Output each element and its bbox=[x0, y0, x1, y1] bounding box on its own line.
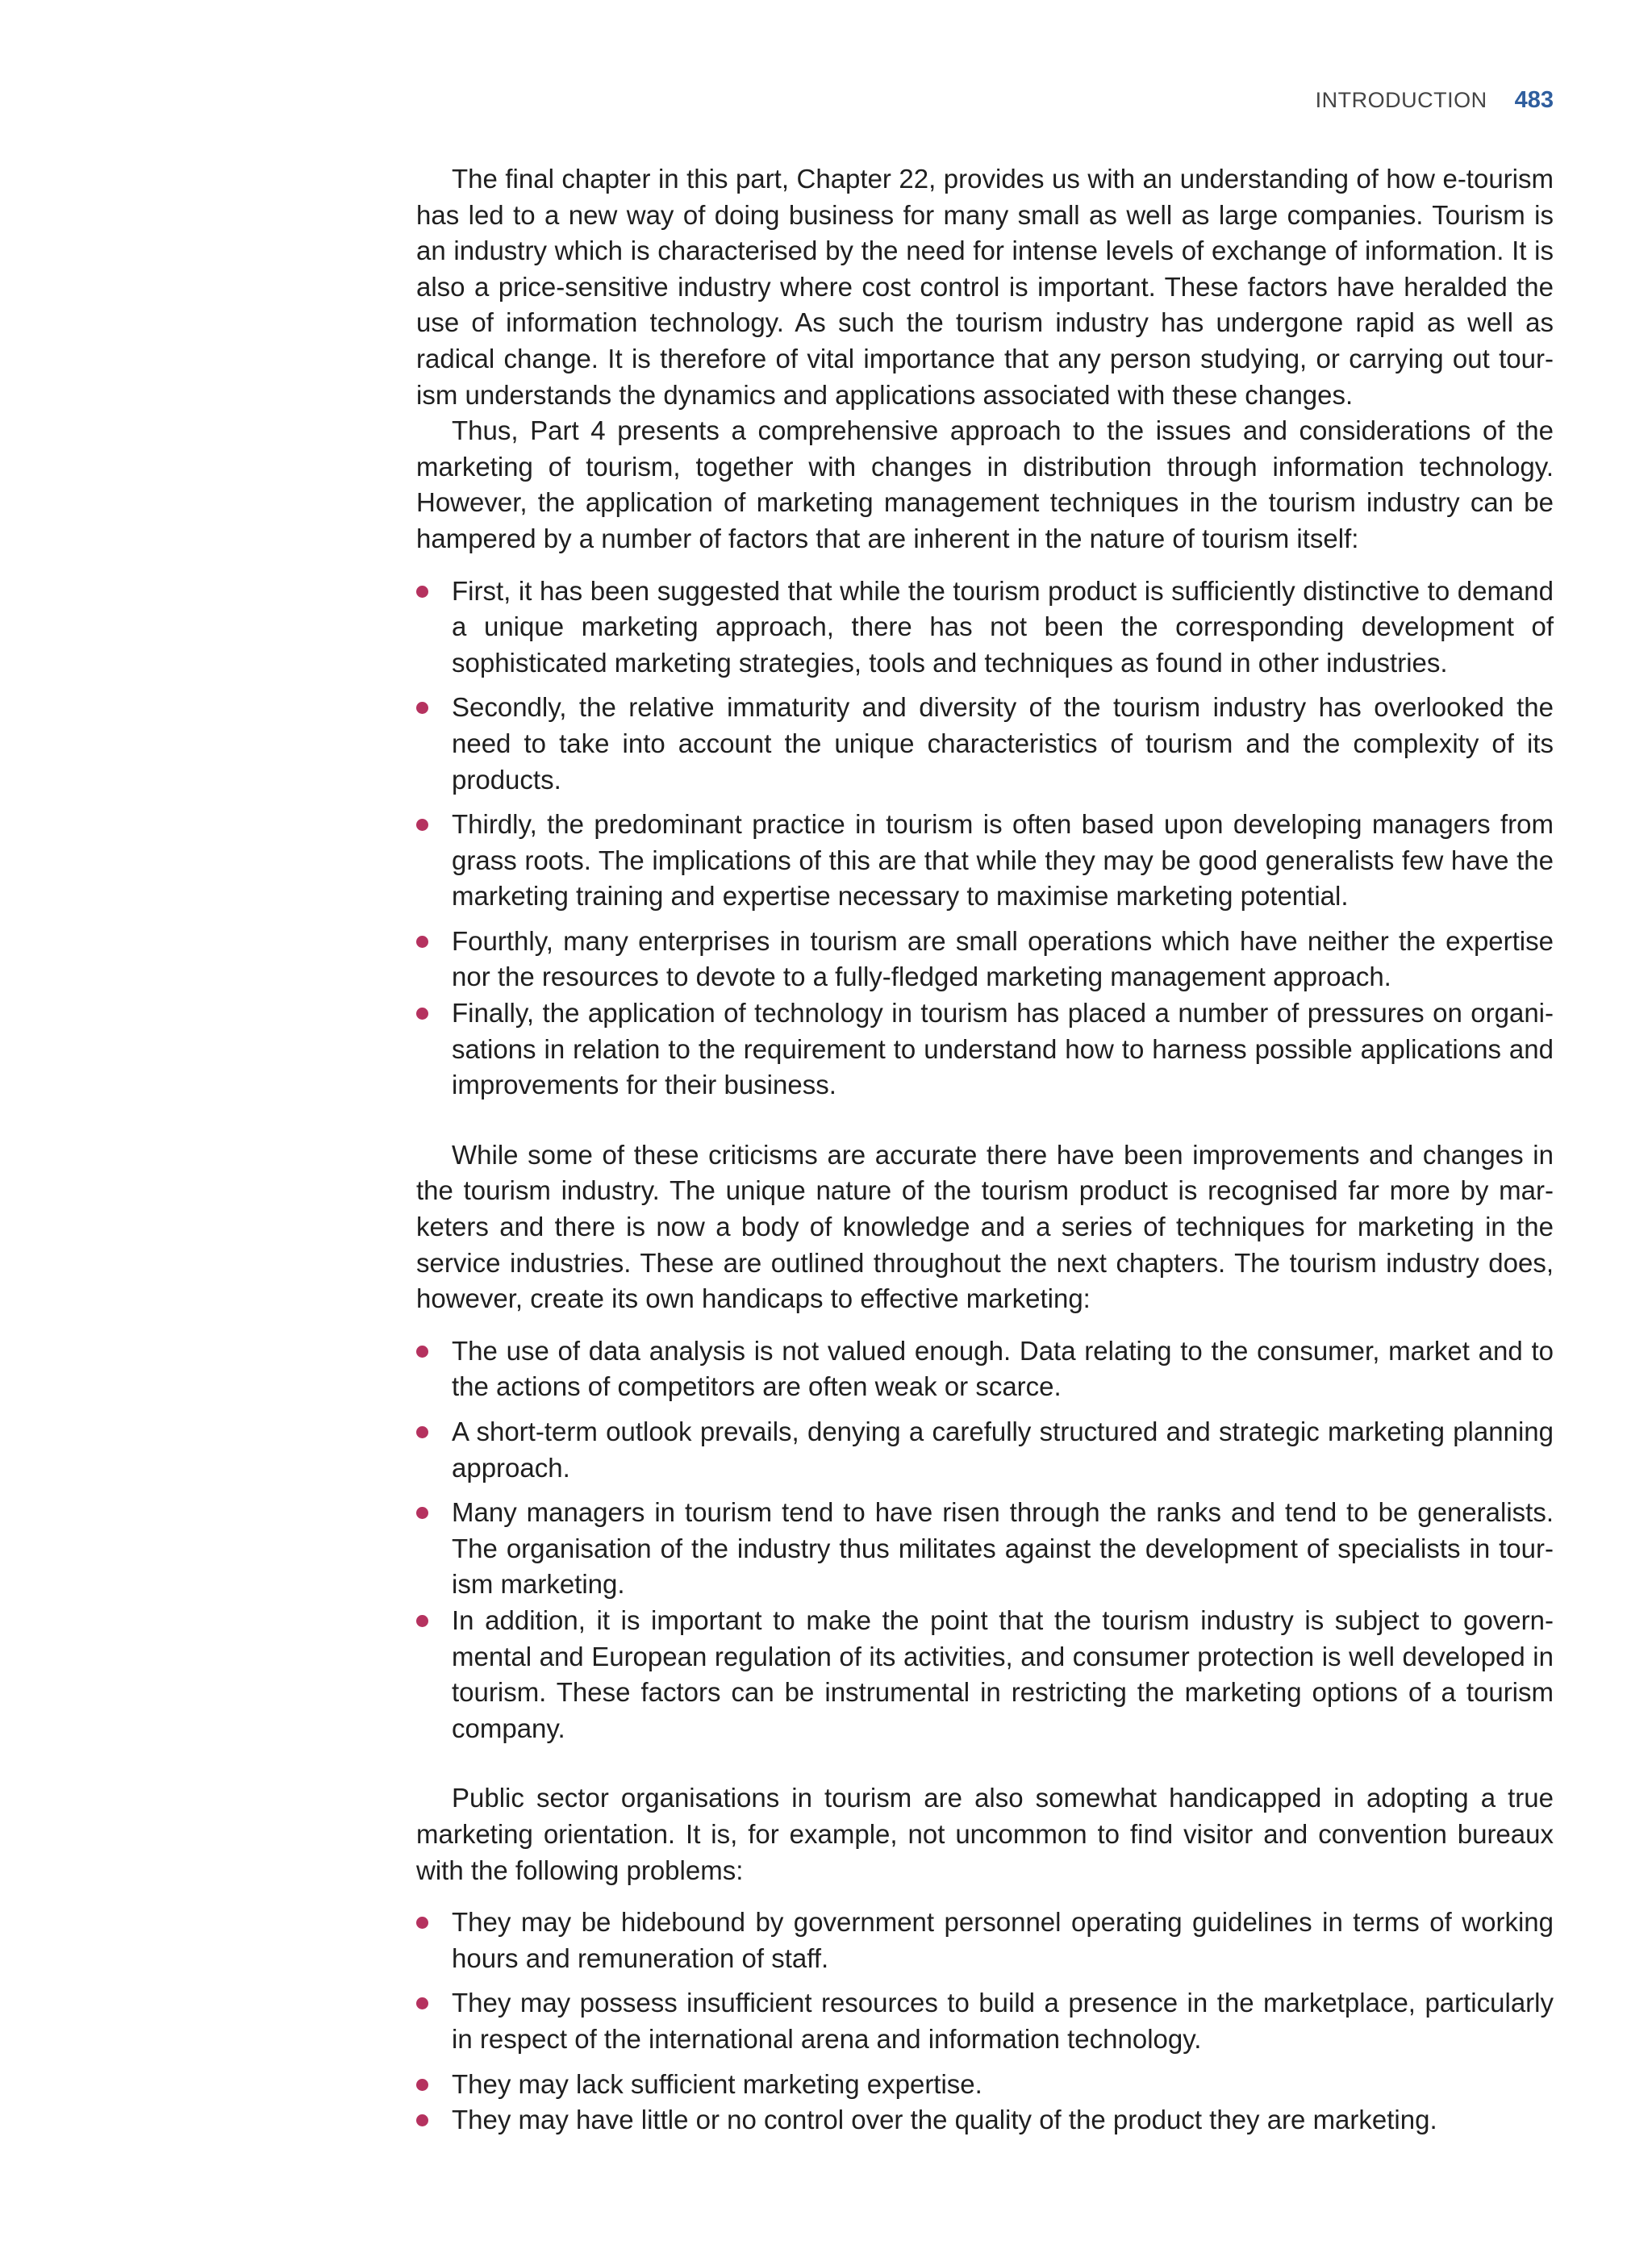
list-item-text: In addition, it is important to make the point that the tourism industry is subject to govern-mental and European regulation of its activities, and consumer protection is well developed in tourism. These factors can be instrumental in restricting the marketing options of a tourism company. bbox=[452, 1604, 1554, 1743]
list-item-text: A short-term outlook prevails, denying a carefully structured and strategic marketing planning approach. bbox=[452, 1417, 1554, 1483]
list-item bbox=[416, 574, 1554, 682]
paragraph: While some of these criticisms are accurate there have been improvements and changes in the tourism industry. The unique nature of the tourism product is recognised far more by mar-keters and there is now a body of knowledge and a series of techniques for marketing in the service industries. These are outlined throughout the next chapters. The tourism industry does, however, create its own handicaps to effective marketing: bbox=[416, 1139, 1554, 1314]
bullet-icon bbox=[416, 819, 428, 831]
list-item bbox=[416, 1414, 1554, 1486]
bullet-icon bbox=[416, 2079, 428, 2091]
bullet-icon bbox=[416, 1615, 428, 1627]
list-item bbox=[416, 2102, 1554, 2139]
page-number: 483 bbox=[1514, 87, 1554, 113]
bullet-icon bbox=[416, 1917, 428, 1929]
bullet-icon bbox=[416, 586, 428, 598]
list-item-text: Finally, the application of technology in tourism has placed a number of pressures on organi-sations in relation to the requirement to understand how to harness possible applications and improvements for their business. bbox=[452, 998, 1554, 1100]
body-text bbox=[416, 161, 1554, 2155]
list-item-text: Secondly, the relative immaturity and diversity of the tourism industry has overlooked the need to take into account the unique characteristics of tourism and the complexity of its products. bbox=[452, 692, 1554, 795]
bullet-list bbox=[416, 1905, 1554, 2139]
list-item bbox=[416, 2067, 1554, 2103]
list-item bbox=[416, 924, 1554, 995]
list-item-text: Thirdly, the predominant practice in tourism is often based upon developing managers from grass roots. The implications of this are that while they may be good generalists few have the marketing training and expertise necessary to maximise marketing potential. bbox=[452, 809, 1554, 912]
bullet-icon bbox=[416, 2114, 428, 2126]
list-item bbox=[416, 1603, 1554, 1746]
list-item bbox=[416, 1333, 1554, 1405]
paragraph: Thus, Part 4 presents a comprehensive approach to the issues and considerations of the marketing of tourism, together with changes in distribution through information technology. However, the application of marketing management techniques in the tourism industry can be hampered by a number of factors that are inherent in the nature of tourism itself: bbox=[416, 415, 1554, 553]
list-item-text: They may be hidebound by government personnel operating guidelines in terms of working hours and remuneration of staff. bbox=[452, 1907, 1554, 1973]
list-item bbox=[416, 1495, 1554, 1603]
bullet-list bbox=[416, 1333, 1554, 1747]
list-item-text: They may possess insufficient resources to build a presence in the marketplace, particularly in respect of the international arena and information technology. bbox=[452, 1988, 1554, 2054]
bullet-icon bbox=[416, 1507, 428, 1519]
paragraph: Public sector organisations in tourism are also somewhat handicapped in adopting a true marketing orientation. It is, for example, not uncommon to find visitor and convention bureaux with the following problems: bbox=[416, 1783, 1554, 1885]
bullet-list bbox=[416, 574, 1554, 1104]
list-item bbox=[416, 690, 1554, 798]
bullet-icon bbox=[416, 936, 428, 948]
list-item-text: Many managers in tourism tend to have risen through the ranks and tend to be generalists. The organisation of the industry thus militates against the development of specialists in tour-ism marketing. bbox=[452, 1497, 1554, 1600]
bullet-icon bbox=[416, 1426, 428, 1438]
bullet-icon bbox=[416, 702, 428, 714]
running-title: INTRODUCTION bbox=[1315, 88, 1487, 112]
list-item bbox=[416, 995, 1554, 1104]
paragraph: The final chapter in this part, Chapter 22, provides us with an understanding of how e-tourism has led to a new way of doing business for many small as well as large companies. Tourism is an industry which is characterised by the need for intense levels of exchange of information. It is also a price-sensitive industry where cost control is important. These factors have heralded the use of information technology. As such the tourism industry has undergone rapid as well as radical change. It is therefore of vital importance that any person studying, or carrying out tour-ism understands the dynamics and applications associated with these changes. bbox=[416, 164, 1554, 410]
bullet-icon bbox=[416, 1008, 428, 1020]
list-item-text: The use of data analysis is not valued enough. Data relating to the consumer, market and to the actions of competitors are often weak or scarce. bbox=[452, 1335, 1554, 1402]
list-item-text: They may have little or no control over the quality of the product they are marketing. bbox=[452, 2105, 1437, 2135]
list-item-text: First, it has been suggested that while the tourism product is sufficiently distinctive to demand a unique marketing approach, there has not been the corresponding development of sophisticated marketing strategies, tools and techniques as found in other industries. bbox=[452, 575, 1554, 678]
running-header bbox=[1316, 87, 1554, 114]
list-item bbox=[416, 1985, 1554, 2057]
list-item-text: Fourthly, many enterprises in tourism are small operations which have neither the expertise nor the resources to devote to a fully-fledged marketing management approach. bbox=[452, 925, 1554, 992]
bullet-icon bbox=[416, 1346, 428, 1358]
bullet-icon bbox=[416, 1997, 428, 2009]
list-item bbox=[416, 807, 1554, 915]
list-item bbox=[416, 1905, 1554, 1976]
list-item-text: They may lack sufficient marketing expertise. bbox=[452, 2068, 982, 2099]
